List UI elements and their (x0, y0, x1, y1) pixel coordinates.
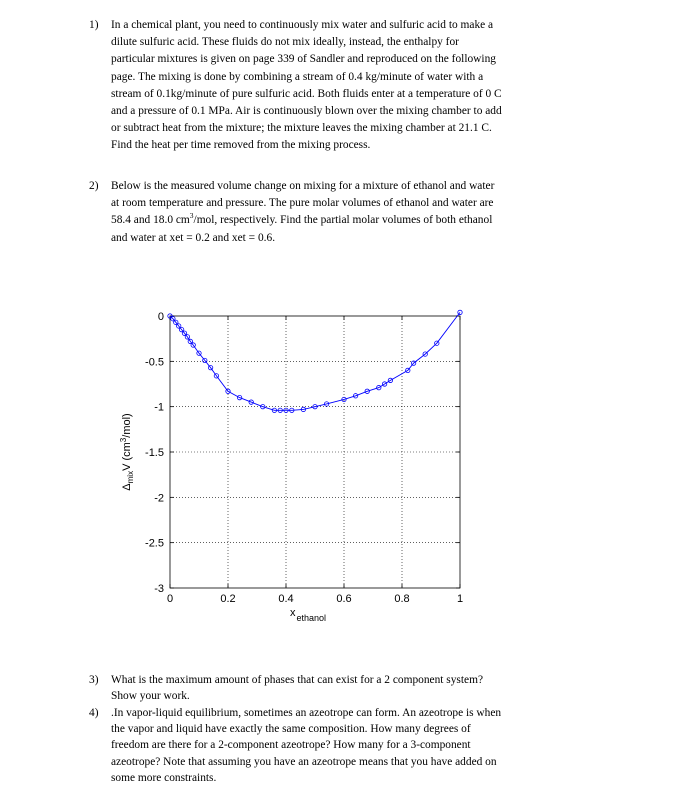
y-tick-label: -0.5 (145, 356, 164, 369)
mixing-volume-chart (108, 300, 488, 635)
y-tick-label: -2 (154, 492, 164, 505)
x-tick-label: 0.4 (278, 593, 294, 605)
x-tick-label: 0.6 (336, 593, 352, 605)
question-2-line (111, 212, 494, 229)
superscript: 3 (189, 211, 194, 221)
question-2-line: Below is the measured volume change on mixing for a mixture of ethanol and water (111, 180, 495, 192)
question-3-line: Show your work. (111, 690, 190, 703)
question-1-line: stream of 0.1kg/minute of pure sulfuric acid. Both fluids enter at a temperature of 0 C (111, 87, 502, 100)
question-4-line: the vapor and liquid have exactly the same composition. How many degrees of (111, 723, 471, 736)
question-4-line: some more constraints. (111, 771, 217, 784)
y-tick-label: -1 (154, 401, 164, 414)
question-4-text (111, 705, 501, 786)
y-axis-label-source: Δ_mix V (cm^3/mol) (108, 300, 117, 301)
question-4-line: azeotrope? Note that assuming you have an azeotrope means that you have added on (111, 755, 497, 768)
question-1-line: or subtract heat from the mixture; the mixture leaves the mixing chamber at 21.1 C. (111, 122, 492, 135)
question-1-text (111, 17, 502, 155)
y-tick-label: -2.5 (145, 537, 164, 550)
question-2-line: at room temperature and pressure. The pure molar volumes of ethanol and water are (111, 197, 494, 210)
x-axis-label-sub: ethanol (296, 613, 327, 623)
question-4-line: .In vapor-liquid equilibrium, sometimes an azeotrope can form. An azeotrope is when (111, 707, 502, 719)
question-4-line: freedom are there for a 2-component azeotrope? How many for a 3-component (111, 739, 471, 752)
question-3-text (111, 672, 483, 704)
question-4-number: 4) (89, 707, 99, 719)
question-1-line: Find the heat per time removed from the mixing process. (111, 139, 371, 152)
question-3-line: What is the maximum amount of phases that can exist for a 2 component system? (111, 674, 484, 686)
x-tick-label: 0.8 (394, 593, 410, 605)
question-1-line: In a chemical plant, you need to continuously mix water and sulfuric acid to make a (111, 19, 494, 31)
x-tick-label: 0 (166, 593, 174, 605)
y-axis-label: $\Delta_{mix}V$ $(cm^3/mol)$ (119, 413, 135, 491)
question-1-line: particular mixtures is given on page 339 of Sandler and reproduced on the following (111, 53, 496, 66)
y-tick-label: -3 (154, 583, 164, 595)
x-tick-label: 1 (456, 593, 464, 605)
question-1-number: 1) (89, 19, 99, 31)
question-1-line: dilute sulfuric acid. These fluids do not mix ideally, instead, the enthalpy for (111, 36, 459, 49)
y-tick-label: 0 (157, 311, 164, 323)
data-point (458, 310, 462, 314)
x-axis-label-main: x (290, 607, 296, 619)
axis-ticks (145, 311, 463, 605)
question-2-line: and water at xet = 0.2 and xet = 0.6. (111, 231, 276, 244)
question-2-number: 2) (89, 180, 99, 192)
question-2-text (111, 178, 494, 247)
question-2-line-part: 58.4 and 18.0 cm (111, 214, 190, 227)
x-tick-label: 0.2 (220, 593, 236, 605)
y-tick-label: -1.5 (145, 447, 164, 459)
x-axis-label (290, 607, 326, 623)
question-1-line: page. The mixing is done by combining a stream of 0.4 kg/minute of water with a (111, 70, 484, 83)
question-3-number: 3) (89, 674, 99, 686)
grid (170, 316, 460, 588)
question-1-line: and a pressure of 0.1 MPa. Air is continuously blown over the mixing chamber to add (111, 104, 502, 117)
question-2-line-part: /mol, respectively. Find the partial molar volumes of both ethanol (193, 214, 493, 227)
